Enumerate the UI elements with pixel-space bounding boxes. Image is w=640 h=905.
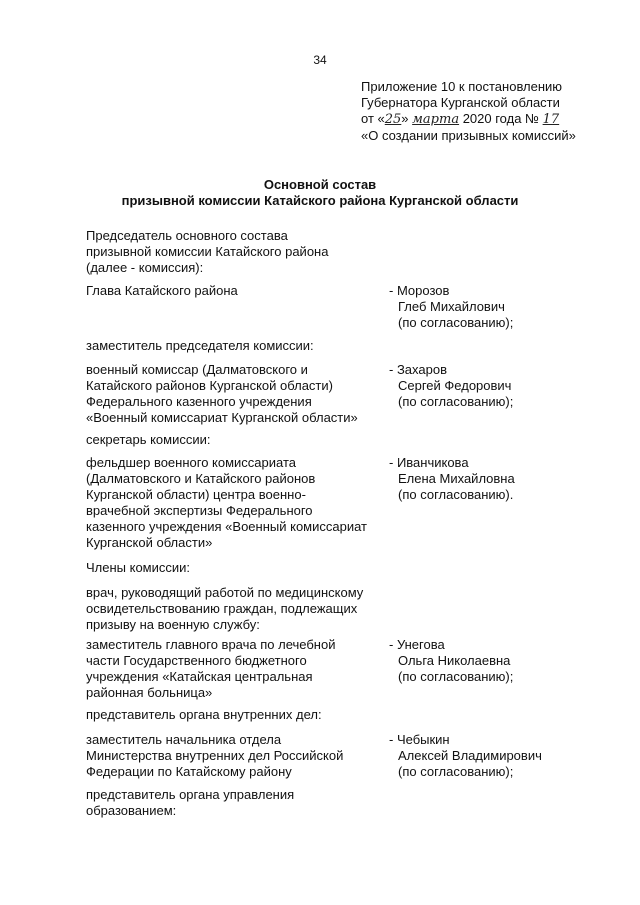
appendix-line-4: «О создании призывных комиссий» (361, 128, 576, 143)
document-subtitle: призывной комиссии Катайского района Курганской области (121, 193, 519, 208)
entry-position (86, 338, 386, 354)
entry-position (86, 560, 386, 576)
handwritten-month: марта (412, 112, 460, 127)
entry-position (86, 787, 386, 819)
position-line: Федерального казенного учреждения (86, 394, 312, 409)
entry-position (86, 362, 386, 426)
person-detail: Елена Михайловна (398, 471, 515, 486)
person-detail: (по согласованию). (398, 487, 514, 502)
position-line: призывной комиссии Катайского района (86, 244, 329, 259)
position-line: врач, руководящий работой по медицинскому (86, 585, 364, 600)
position-line: секретарь комиссии: (86, 432, 211, 447)
position-line: образованием: (86, 803, 177, 818)
position-line: «Военный комиссариат Курганской области» (86, 410, 358, 425)
position-line: (далее - комиссия): (86, 260, 204, 275)
entry-position (86, 637, 386, 701)
position-line: Глава Катайского района (86, 283, 238, 298)
position-line: врачебной экспертизы Федерального (86, 503, 313, 518)
page-number: 34 (313, 53, 327, 67)
person-detail: Ольга Николаевна (398, 653, 511, 668)
appendix-line-2: Губернатора Курганской области (361, 95, 560, 110)
position-line: Катайского районов Курганской области) (86, 378, 333, 393)
person-surname: - Морозов (389, 283, 450, 298)
position-line: учреждения «Катайская центральная (86, 669, 313, 684)
appendix-block (361, 79, 621, 144)
person-detail: (по согласованию); (398, 315, 514, 330)
person-surname: - Унегова (389, 637, 445, 652)
appendix-line-3 (361, 111, 621, 128)
handwritten-number: 17 (542, 112, 560, 127)
entry-position (86, 732, 386, 780)
entry-position (86, 228, 386, 276)
person-detail: Глеб Михайлович (398, 299, 505, 314)
position-line: Председатель основного состава (86, 228, 288, 243)
person-surname: - Иванчикова (389, 455, 469, 470)
position-line: казенного учреждения «Военный комиссариат (86, 519, 367, 534)
person-detail: (по согласованию); (398, 764, 514, 779)
entry-person (389, 455, 589, 503)
position-line: заместитель начальника отдела (86, 732, 282, 747)
position-line: фельдшер военного комиссариата (86, 455, 297, 470)
document-title: Основной состав (263, 177, 377, 192)
position-line: заместитель председателя комиссии: (86, 338, 314, 353)
position-line: призыву на военную службу: (86, 617, 260, 632)
entry-position (86, 707, 386, 723)
position-line: Члены комиссии: (86, 560, 191, 575)
date-prefix: от « (361, 111, 385, 126)
position-line: представитель органа внутренних дел: (86, 707, 322, 722)
handwritten-day: 25 (384, 112, 402, 127)
date-mid: » (401, 111, 413, 126)
position-line: Курганской области) центра военно- (86, 487, 306, 502)
position-line: освидетельствованию граждан, подлежащих (86, 601, 358, 616)
entry-person (389, 637, 589, 685)
entry-position (86, 432, 386, 448)
position-line: Федерации по Катайскому району (86, 764, 292, 779)
entry-position (86, 585, 386, 633)
person-detail: (по согласованию); (398, 669, 514, 684)
position-line: районная больница» (86, 685, 213, 700)
person-surname: - Чебыкин (389, 732, 450, 747)
position-line: (Далматовского и Катайского районов (86, 471, 316, 486)
entry-position (86, 455, 386, 551)
position-line: военный комиссар (Далматовского и (86, 362, 308, 377)
person-detail: Сергей Федорович (398, 378, 512, 393)
date-year: 2020 года № (459, 111, 543, 126)
entry-person (389, 283, 589, 331)
position-line: представитель органа управления (86, 787, 295, 802)
position-line: Курганской области» (86, 535, 213, 550)
position-line: Министерства внутренних дел Российской (86, 748, 344, 763)
person-detail: Алексей Владимирович (398, 748, 542, 763)
appendix-line-1: Приложение 10 к постановлению (361, 79, 563, 94)
entry-person (389, 732, 589, 780)
entry-position (86, 283, 386, 299)
entry-person (389, 362, 589, 410)
person-surname: - Захаров (389, 362, 447, 377)
position-line: заместитель главного врача по лечебной (86, 637, 336, 652)
person-detail: (по согласованию); (398, 394, 514, 409)
position-line: части Государственного бюджетного (86, 653, 307, 668)
